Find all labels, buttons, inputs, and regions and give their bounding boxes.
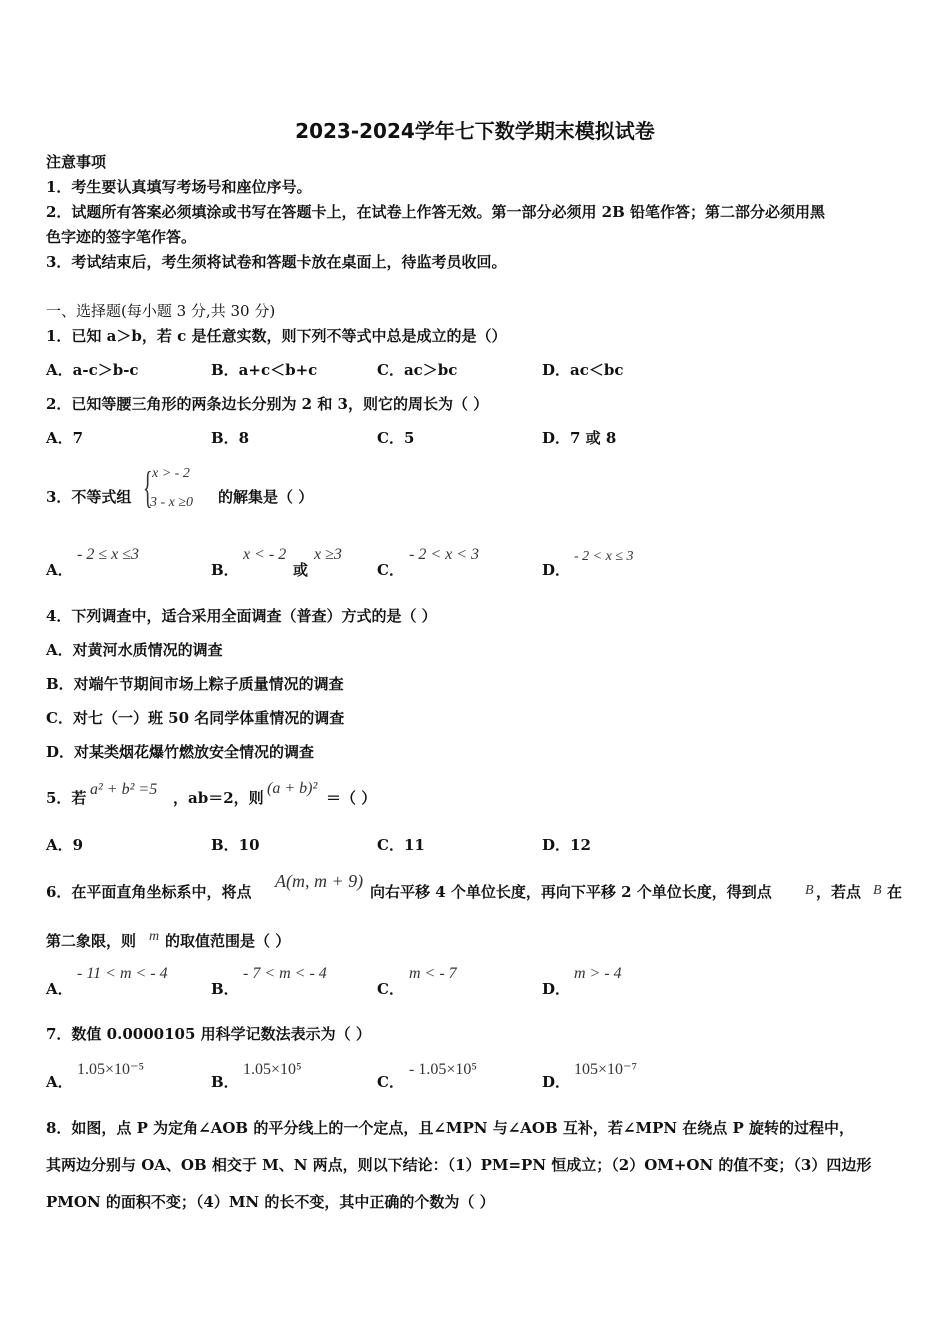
q4-option-c: C．对七（一）班 50 名同学体重情况的调查 <box>46 709 345 727</box>
q4-option-a: A．对黄河水质情况的调查 <box>46 641 223 659</box>
question-6-mid-2: ，若点 <box>816 883 862 901</box>
q1-option-a: A．a-c＞b-c <box>46 361 139 379</box>
q2-option-d: D．7 或 8 <box>542 429 617 447</box>
q6-point-b: B <box>873 883 882 898</box>
question-6-line-2-pre: 第二象限，则 <box>46 932 137 950</box>
question-6-pre: 6．在平面直角坐标系中，将点 <box>46 883 252 901</box>
question-6-mid: 向右平移 4 个单位长度，再向下平移 2 个单位长度，得到点 <box>370 883 772 901</box>
question-3-post: 的解集是（ ） <box>218 488 314 506</box>
q7-option-d-math: 105×10⁻⁷ <box>574 1061 638 1078</box>
question-8-line-1: 8．如图，点 P 为定角∠AOB 的平分线上的一个定点，且∠MPN 与∠AOB 互补，若∠MPN 在绕点 P 旋转的过程中， <box>46 1119 855 1137</box>
q7-option-c-math: - 1.05×10⁵ <box>409 1061 477 1078</box>
q1-option-b: B．a+c＜b+c <box>211 361 318 379</box>
q5-math-1: a² + b² =5 <box>90 781 158 798</box>
q3-option-b-or: 或 <box>293 561 309 579</box>
q5-option-b: B．10 <box>211 836 260 854</box>
q6-option-b-math: - 7 < m < - 4 <box>243 965 327 982</box>
q3-option-a-label: A． <box>46 561 73 579</box>
q6-option-a-label: A． <box>46 980 73 998</box>
q3-system-line-2: 3 - x ≥0 <box>150 495 194 510</box>
notice-item: 色字迹的签字笔作答。 <box>46 228 197 246</box>
q6-option-c-label: C． <box>377 980 404 998</box>
notice-item: 3．考试结束后，考生须将试卷和答题卡放在桌面上，待监考员收回。 <box>46 253 507 271</box>
question-8-line-3: PMON 的面积不变；（4）MN 的长不变，其中正确的个数为（ ） <box>46 1193 495 1211</box>
q3-option-b-label: B． <box>211 561 239 579</box>
question-6-post: 在 <box>887 883 903 901</box>
notice-item: 1．考生要认真填写考场号和座位序号。 <box>46 178 312 196</box>
q3-option-d-math: - 2 < x ≤ 3 <box>574 549 634 564</box>
question-3-pre: 3．不等式组 <box>46 488 132 506</box>
q4-option-d: D．对某类烟花爆竹燃放安全情况的调查 <box>46 743 315 761</box>
notice-item: 2．试题所有答案必须填涂或书写在答题卡上，在试卷上作答无效。第一部分必须用 2B 铅笔作答；第二部分必须用黑 <box>46 203 826 221</box>
q3-option-a-math: - 2 ≤ x ≤3 <box>77 546 139 563</box>
q6-variable-m: m <box>149 929 160 944</box>
q3-option-d-label: D． <box>542 561 571 579</box>
q3-option-c-label: C． <box>377 561 404 579</box>
question-8-line-2: 其两边分别与 OA、OB 相交于 M、N 两点，则以下结论：（1）PM=PN 恒成立；（2）OM+ON 的值不变；（3）四边形 <box>46 1156 872 1174</box>
q6-option-c-math: m < - 7 <box>409 965 457 982</box>
q7-option-a-math: 1.05×10⁻⁵ <box>77 1061 145 1078</box>
q5-option-c: C．11 <box>377 836 425 854</box>
q5-option-a: A．9 <box>46 836 84 854</box>
question-6-line-2-post: 的取值范围是（ ） <box>165 932 291 950</box>
q3-option-c-math: - 2 < x < 3 <box>409 546 480 563</box>
inequality-brace: { <box>143 463 153 512</box>
q6-option-d-label: D． <box>542 980 571 998</box>
q6-option-b-label: B． <box>211 980 239 998</box>
q2-option-b: B．8 <box>211 429 250 447</box>
q6-option-d-math: m > - 4 <box>574 965 622 982</box>
q1-option-c: C．ac＞bc <box>377 361 458 379</box>
q6-point: A(m, m + 9) <box>275 871 364 891</box>
q5-math-2: (a + b)² <box>267 780 318 797</box>
page-title: 2023-2024学年七下数学期末模拟试卷 <box>295 119 655 143</box>
question-7-stem: 7．数值 0.0000105 用科学记数法表示为（ ） <box>46 1025 371 1043</box>
q3-option-b-math-2: x ≥3 <box>314 546 342 563</box>
q7-option-a-label: A． <box>46 1073 73 1091</box>
q6-point-b: B <box>805 883 814 898</box>
notice-heading: 注意事项 <box>46 153 107 171</box>
section-heading: 一、选择题(每小题 3 分,共 30 分) <box>46 302 276 320</box>
q5-option-d: D．12 <box>542 836 591 854</box>
q7-option-b-label: B． <box>211 1073 239 1091</box>
question-2-stem: 2．已知等腰三角形的两条边长分别为 2 和 3，则它的周长为（ ） <box>46 395 489 413</box>
question-5-post: ＝（ ） <box>326 789 377 807</box>
q7-option-d-label: D． <box>542 1073 571 1091</box>
q3-system-line-1: x > - 2 <box>152 466 190 481</box>
q3-option-b-math-1: x < - 2 <box>243 546 287 563</box>
question-5-pre: 5．若 <box>46 789 87 807</box>
q2-option-a: A．7 <box>46 429 84 447</box>
q4-option-b: B．对端午节期间市场上粽子质量情况的调查 <box>46 675 344 693</box>
question-4-stem: 4．下列调查中，适合采用全面调查（普查）方式的是（ ） <box>46 607 437 625</box>
q6-option-a-math: - 11 < m < - 4 <box>77 965 168 982</box>
question-1-stem: 1．已知 a＞b，若 c 是任意实数，则下列不等式中总是成立的是（） <box>46 327 507 345</box>
q2-option-c: C．5 <box>377 429 415 447</box>
q7-option-c-label: C． <box>377 1073 404 1091</box>
q1-option-d: D．ac＜bc <box>542 361 624 379</box>
q7-option-b-math: 1.05×10⁵ <box>243 1061 302 1078</box>
question-5-mid: ，ab＝2，则 <box>173 789 264 807</box>
